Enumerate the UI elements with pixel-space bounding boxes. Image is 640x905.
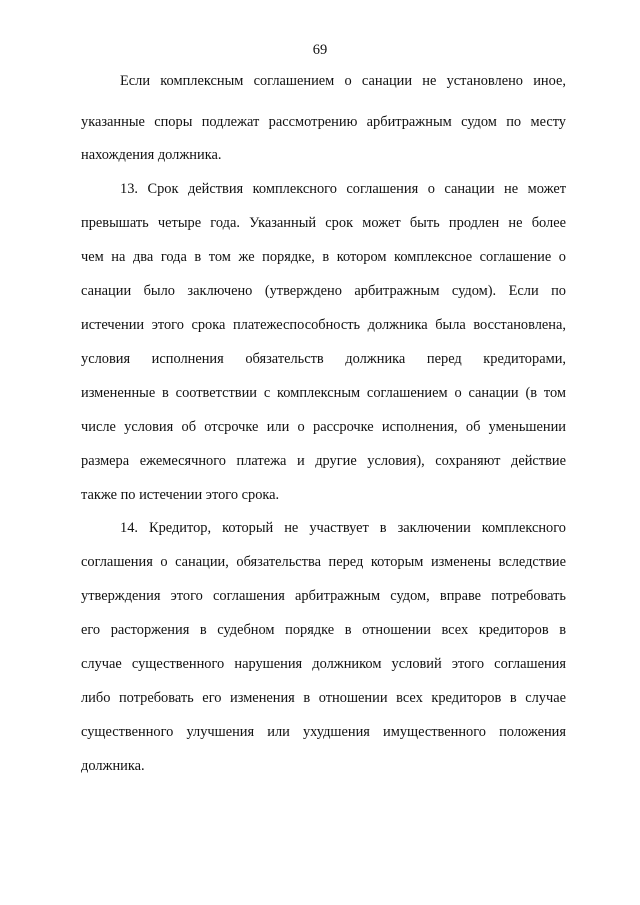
paragraph-1-line-1: Если комплексным соглашением о санации не установлено иное, [120,73,566,89]
paragraph-1-line-2: указанные споры подлежат рассмотрению арбитражным судом по месту [81,114,566,130]
paragraph-3-line-2: соглашения о санации, обязательства перед которым изменены вследствие [81,554,566,570]
paragraph-2-line-8: числе условия об отсрочке или о рассрочке исполнения, об уменьшении [81,419,566,435]
paragraph-2-line-9: размера ежемесячного платежа и другие условия), сохраняют действие [81,453,566,469]
paragraph-3-line-5: случае существенного нарушения должником условий этого соглашения [81,656,566,672]
paragraph-2-line-7: измененные в соответствии с комплексным соглашением о санации (в том [81,385,566,401]
paragraph-1-line-3: нахождения должника. [81,147,222,163]
paragraph-3-line-7: существенного улучшения или ухудшения имущественного положения [81,724,566,740]
paragraph-3-line-1: 14. Кредитор, который не участвует в заключении комплексного [120,520,566,536]
paragraph-3-line-8: должника. [81,758,145,774]
paragraph-2-line-4: санации было заключено (утверждено арбитражным судом). Если по [81,283,566,299]
paragraph-3-line-6: либо потребовать его изменения в отношении всех кредиторов в случае [81,690,566,706]
paragraph-2-line-1: 13. Срок действия комплексного соглашения о санации не может [120,181,566,197]
paragraph-2-line-2: превышать четыре года. Указанный срок может быть продлен не более [81,215,566,231]
page-number: 69 [312,42,328,58]
paragraph-3-line-4: его расторжения в судебном порядке в отношении всех кредиторов в [81,622,566,638]
paragraph-2-line-10: также по истечении этого срока. [81,487,280,503]
paragraph-3-line-3: утверждения этого соглашения арбитражным судом, вправе потребовать [81,588,566,604]
paragraph-2-line-5: истечении этого срока платежеспособность должника была восстановлена, [81,317,566,333]
paragraph-2-line-3: чем на два года в том же порядке, в котором комплексное соглашение о [81,249,566,265]
paragraph-2-line-6: условия исполнения обязательств должника перед кредиторами, [81,351,566,367]
